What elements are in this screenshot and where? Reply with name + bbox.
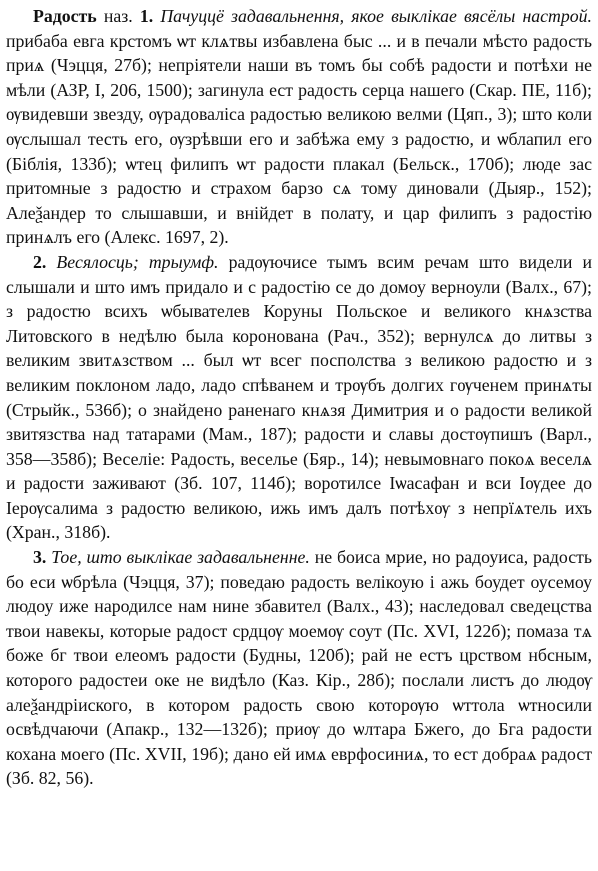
headword: Радость (33, 6, 97, 26)
sense-definition: Тое, што выклікае задавальненне. (51, 547, 310, 568)
sense-2 (6, 250, 592, 545)
sense-1 (6, 4, 592, 250)
sense-citations: радѹючисе тымъ всим речам што видели и слышали и што имъ придало и с радостію се до домоу верноули (Валх., 67); з радостю всихъ ѡбывателев Коруны Польское и великого кнѧзства Литовского в недѣлю была коронована (Рач., 352); вернулсѧ до литвы з великим звитѧзством ... был ѡт всег посполства з великою радостю и з великим поклоном ладо, ладо спѣванем и трѹбъ долгих гѹченем принѧты (Стрыйк., 536б); о знайдено раненаго кнѧзя Димитрия и о радости великой звитязства над татарами (Мам., 187); радости и славы достѹпишъ (Варл., 358—358б); Веселіе: Радость, веселье (Бяр., 14); невымовнаго покоѧ веселѧ и радости заживают (Зб. 107, 114б); воротилсе Іѡасафан и вси Іѹдее до Іерѹсалима з радостю великою, ижь имъ далъ потѣхѹ з непрїѧтель ихъ (Хран., 318б). (6, 251, 592, 543)
part-of-speech: наз. (103, 6, 133, 26)
sense-number: 2. (33, 251, 47, 272)
sense-citations: не боиса мрие, но радоуиса, радость бо еси ѡбрѣла (Чэцця, 37); поведаю радость велікоую і ажь боудет оусемоу людоу иже народилсе нам нине збавител (Валх., 43); наследовал сведецства твои навекы, которые радост срдцѹ моемѹ соут (Пс. XVI, 122б); помаза тѧ боже бг твои елеомъ радости (Будны, 120б); рай не естъ црством нбсным, которого радостеи оке не видѣло (Каз. Кір., 28б); послали листъ до людѹ алеѯандріиского, в котором радость свою которѹю ѡттола ѡтносили освѣдчаючи (Апакр., 132—132б); приѹ до ѡлтара Бжего, до Бга радости кохана моего (Пс. XVII, 19б); дано ей имѧ еврфосиниѧ, то ест добраѧ радост (Зб. 82, 56). (6, 547, 592, 789)
sense-3 (6, 545, 592, 791)
sense-number: 3. (33, 547, 47, 568)
sense-definition: Весялосць; трыумф. (56, 251, 219, 272)
sense-number: 1. (139, 6, 154, 26)
sense-definition: Пачуццё задавальнення, якое выклікае вясёлы настрой. (160, 6, 593, 26)
sense-citations: прибаба евга крстомъ ѡт клѧтвы избавлена быс ... и в печали мѣсто радость приѧ (Чэцця, 27б); непріятели наши въ томъ бы собѣ радости и потѣхи не мѣли (АЗР, І, 206, 1500); загинула ест радость серца нашего (Скар. ПЕ, 11б); ѹвидевши звезду, ѹрадоваліса радостью великою велми (Цяп., 3); што коли ѹслышал тесть его, ѹзрѣвши его и забѣжа ему з радостю, и ѡблапил его (Біблія, 133б); ѡтец филипъ ѡт радости плакал (Бельск., 170б); люде зас притомные з радостю и страхом барзо сѧ тому диновали (Дыяр., 152); Алеѯандер то слышавши, и внійдет в полату, и цар филипъ з радостію принѧлъ его (Алекс. 1697, 2). (6, 30, 592, 248)
